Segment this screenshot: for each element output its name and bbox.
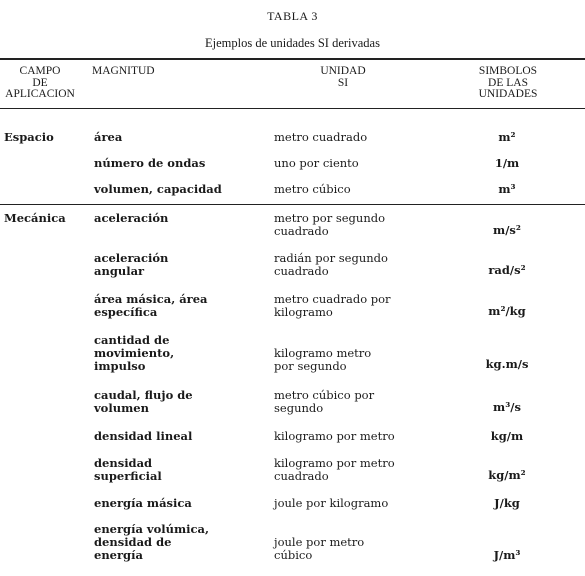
header-magnitud: MAGNITUD [92, 65, 155, 77]
simbolo-cell: m²/kg [488, 304, 526, 318]
simbolo-cell: m/s² [493, 223, 521, 237]
table-subtitle: Ejemplos de unidades SI derivadas [205, 36, 380, 50]
header-simbolos: SIMBOLOS DE LAS UNIDADES [478, 65, 538, 100]
magnitud-cell: área másica, área específica [94, 292, 208, 319]
magnitud-cell: aceleración angular [94, 251, 169, 278]
simbolo-cell: 1/m [494, 156, 520, 170]
simbolo-cell: m³/s [493, 400, 521, 414]
unidad-cell: kilogramo metro por segundo [274, 346, 372, 373]
unidad-cell: metro cúbico [274, 182, 351, 196]
table-title: TABLA 3 [267, 9, 318, 23]
simbolo-cell: J/m³ [493, 548, 521, 562]
simbolo-cell: kg/m² [488, 468, 526, 482]
header-unidad: UNIDAD SI [320, 65, 366, 89]
magnitud-cell: cantidad de movimiento, impulso [94, 333, 175, 373]
header-rule [0, 108, 585, 109]
magnitud-cell: densidad superficial [94, 456, 162, 483]
unidad-cell: metro cuadrado por kilogramo [274, 292, 391, 319]
simbolo-cell: kg.m/s [485, 357, 529, 371]
magnitud-cell: energía volúmica, densidad de energía [94, 522, 209, 562]
magnitud-cell: aceleración [94, 211, 169, 225]
header-campo: CAMPO DE APLICACION [5, 65, 75, 100]
magnitud-cell: número de ondas [94, 156, 206, 170]
unidad-cell: joule por kilogramo [274, 496, 389, 510]
unidad-cell: uno por ciento [274, 156, 359, 170]
unidad-cell: metro por segundo cuadrado [274, 211, 386, 238]
unidad-cell: joule por metro cúbico [274, 535, 365, 562]
magnitud-cell: caudal, flujo de volumen [94, 388, 193, 415]
simbolo-cell: m² [498, 130, 516, 144]
unidad-cell: radián por segundo cuadrado [274, 251, 388, 278]
magnitud-cell: energía másica [94, 496, 192, 510]
unidad-cell: metro cúbico por segundo [274, 388, 375, 415]
section-rule [0, 204, 585, 205]
field-label: Mecánica [4, 211, 66, 225]
magnitud-cell: densidad lineal [94, 429, 193, 443]
magnitud-cell: área [94, 130, 123, 144]
unidad-cell: kilogramo por metro cuadrado [274, 456, 395, 483]
unidad-cell: metro cuadrado [274, 130, 368, 144]
top-rule [0, 58, 585, 60]
simbolo-cell: J/kg [494, 496, 520, 510]
magnitud-cell: volumen, capacidad [94, 182, 222, 196]
unidad-cell: kilogramo por metro [274, 429, 395, 443]
simbolo-cell: rad/s² [488, 263, 526, 277]
simbolo-cell: m³ [498, 182, 516, 196]
field-label: Espacio [4, 130, 54, 144]
simbolo-cell: kg/m [490, 429, 524, 443]
